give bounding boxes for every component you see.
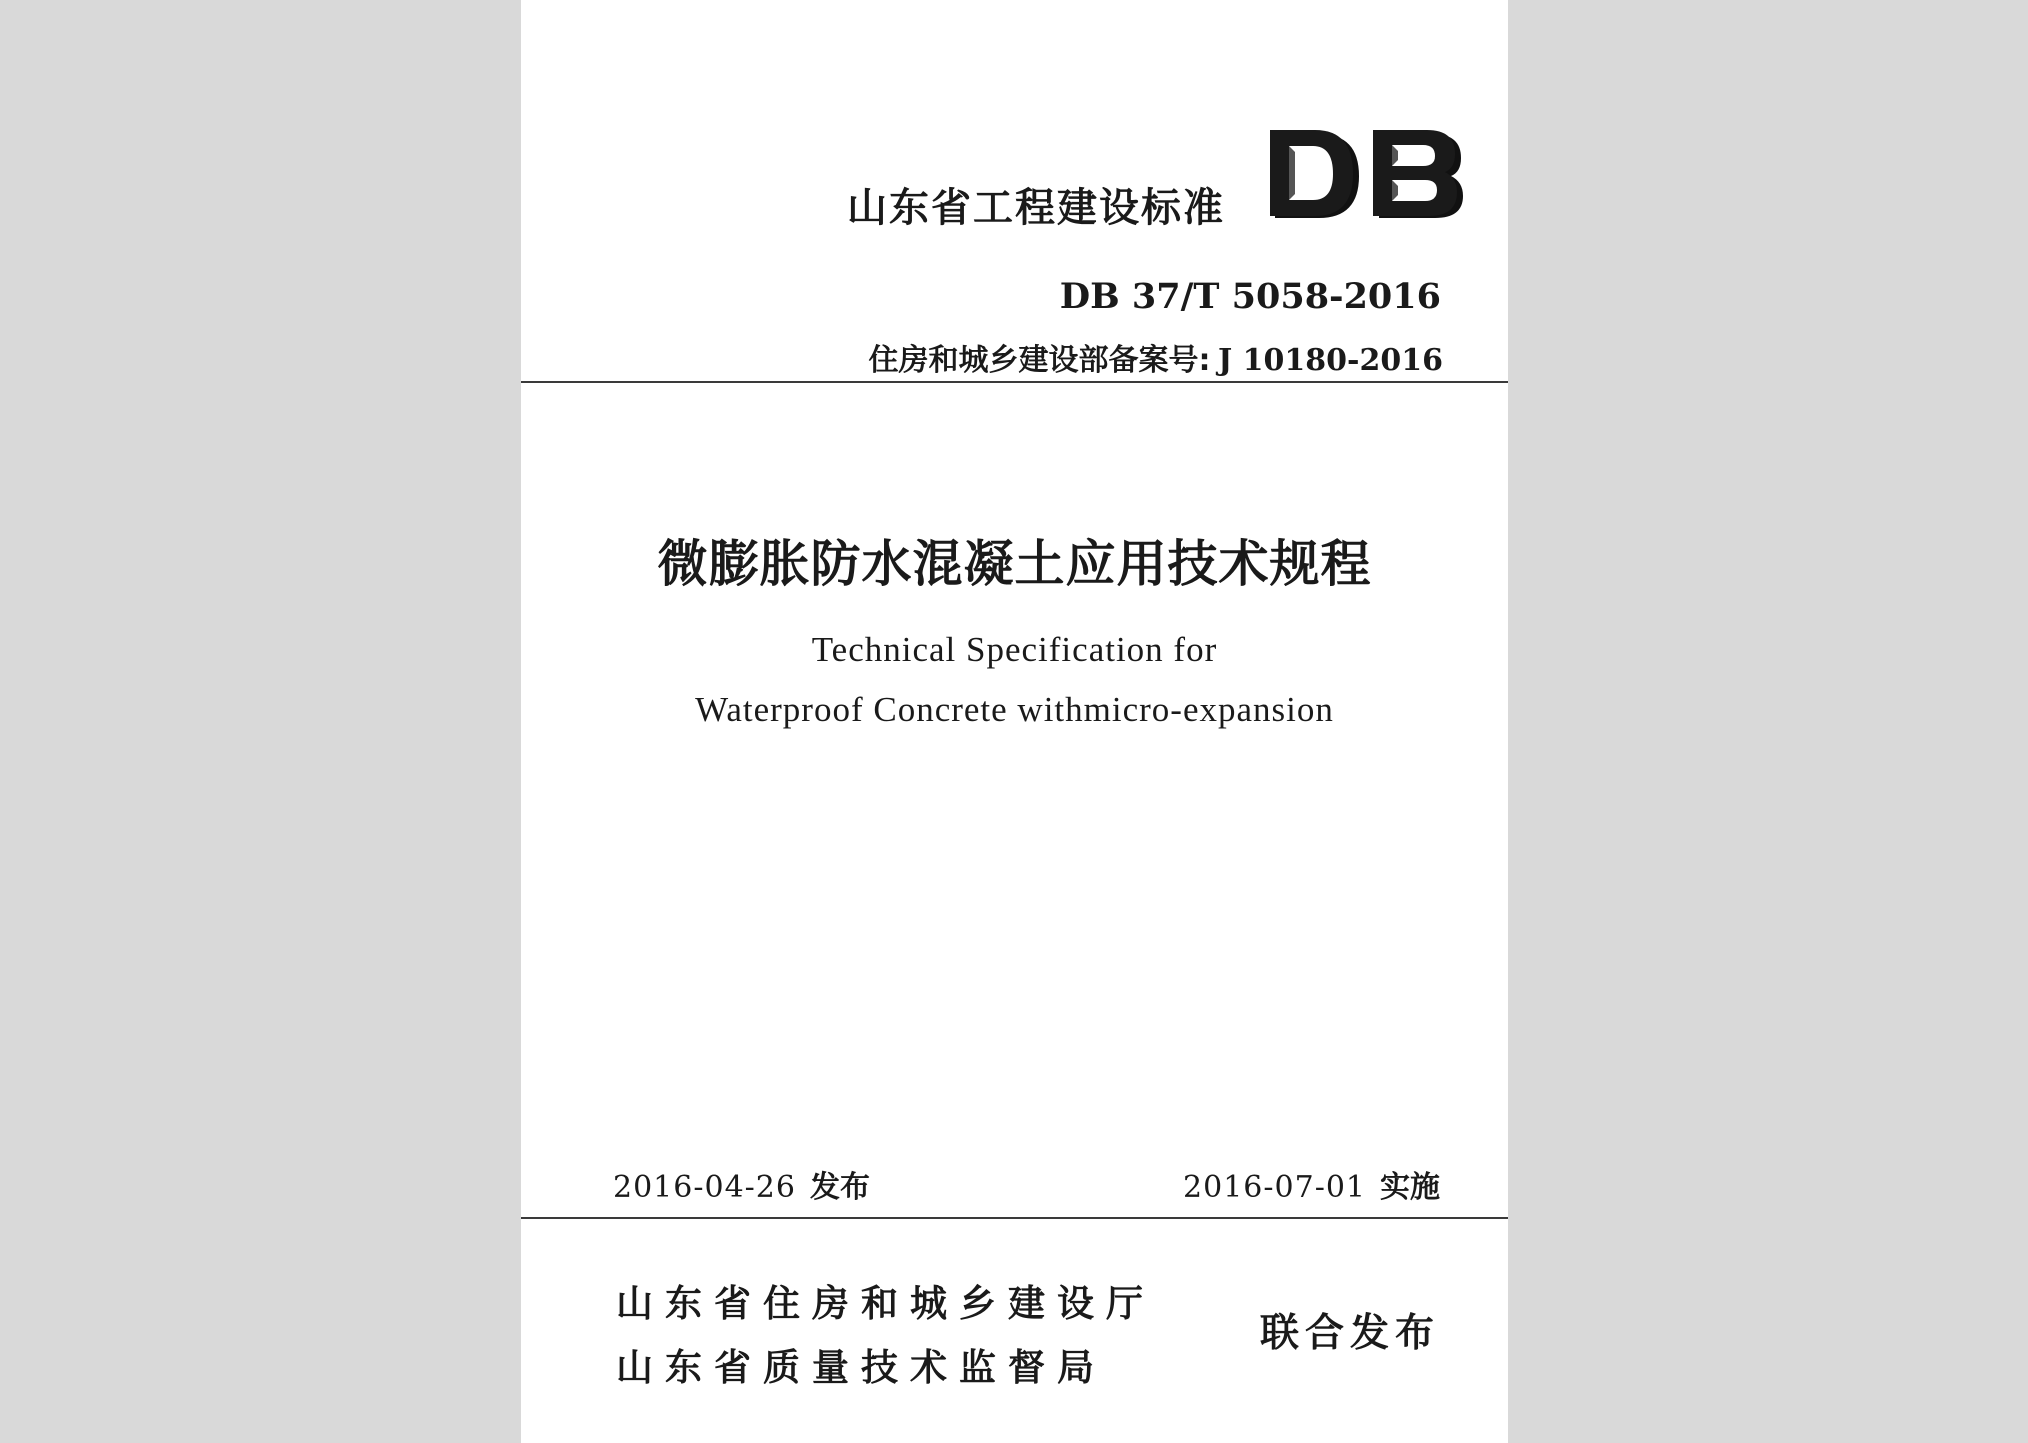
implement-date-block — [1183, 1162, 1440, 1206]
joint-publish-label: 联合发布 — [1259, 1311, 1440, 1356]
publish-date: 2016-04-26 — [613, 1170, 796, 1205]
standard-type: 山东省工程建设标准 — [847, 185, 1225, 231]
issuers-block — [616, 1272, 1155, 1400]
implement-label: 实施 — [1380, 1170, 1440, 1205]
top-divider — [521, 381, 1508, 383]
title-english-line1: Technical Specification for — [811, 630, 1218, 669]
document-page — [521, 0, 1508, 1443]
title-english-line2: Waterproof Concrete withmicro-expansion — [695, 690, 1334, 729]
db-logo-text: DB — [1267, 128, 1269, 129]
bottom-divider — [521, 1217, 1508, 1219]
record-number: J 10180-2016 — [1218, 343, 1443, 378]
issuer-housing-department: 山东省住房和城乡建设厅 — [616, 1282, 1155, 1325]
implement-date: 2016-07-01 — [1183, 1170, 1366, 1205]
publish-label: 发布 — [809, 1170, 870, 1205]
record-label: 住房和城乡建设部备案号: — [868, 343, 1211, 378]
publish-date-block — [613, 1162, 870, 1206]
record-line — [869, 335, 1443, 379]
standard-number: DB 37/T 5058-2016 — [1059, 276, 1441, 317]
issuer-quality-bureau: 山东省质量技术监督局 — [616, 1346, 1106, 1389]
db-logo — [1267, 128, 1467, 224]
title-chinese: 微膨胀防水混凝土应用技术规程 — [657, 534, 1372, 593]
